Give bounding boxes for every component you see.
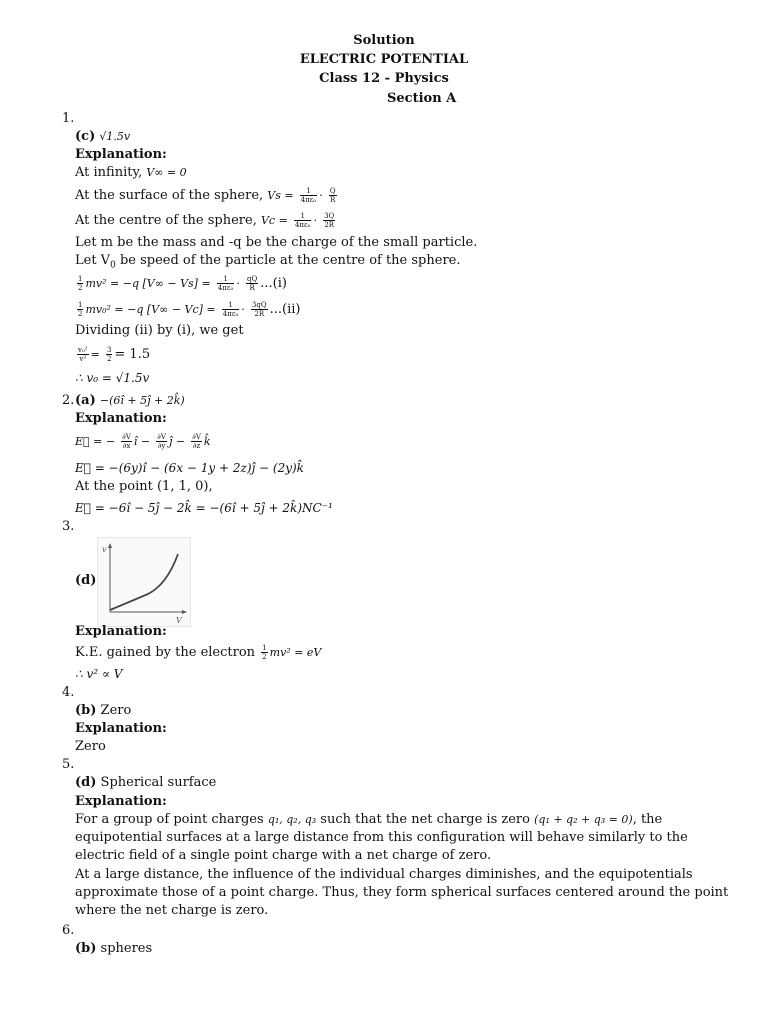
fraction: $\frac{1}{2}$ xyxy=(262,644,267,661)
v-vs-V-graph xyxy=(97,537,191,627)
dot: · xyxy=(241,303,245,316)
fraction: $\frac{1}{\text{4πε₀}}$ xyxy=(222,301,239,318)
answer-line xyxy=(75,128,130,146)
dot: · xyxy=(319,189,323,202)
text: such that the net charge is zero xyxy=(316,812,535,827)
equation-tag: ...(i) xyxy=(260,276,287,291)
question-number: 3. xyxy=(62,519,75,534)
fraction: $\frac{3}{2}$ xyxy=(106,346,112,363)
text: At the centre of the sphere, xyxy=(75,213,261,228)
question-number: 2. xyxy=(62,393,75,408)
math: q₁, q₂, q₃ xyxy=(267,813,317,826)
math: î − xyxy=(133,435,151,448)
explanation-label: Explanation: xyxy=(75,411,167,426)
math: mv² = −q [V∞ − Vs] = xyxy=(85,277,211,290)
text: At infinity, xyxy=(75,165,147,180)
equation-2 xyxy=(75,301,300,319)
answer-line xyxy=(75,940,152,958)
result: = 1.5 xyxy=(114,347,151,362)
curve xyxy=(110,554,178,610)
explanation-line xyxy=(75,644,321,662)
gradient-equation xyxy=(75,433,211,451)
x-axis-arrow xyxy=(182,610,187,614)
math: mv² = eV xyxy=(269,646,322,659)
class-subject: Class 12 - Physics xyxy=(319,71,449,86)
math: Vc = xyxy=(260,214,288,227)
explanation-label: Explanation: xyxy=(75,794,167,809)
fraction: $\frac{\partial V}{\partial y}$ xyxy=(157,433,166,450)
explanation-line xyxy=(75,212,337,230)
explanation-label: Explanation: xyxy=(75,147,167,162)
graph-svg xyxy=(98,538,190,626)
fraction: $\frac{1}{2}$ xyxy=(78,275,83,292)
explanation-paragraph: At a large distance, the influence of the individual charges diminishes, and the equipotentials approximate those of a point charge. Thus, they form spherical surfaces centered around the point where the net charge is zero. xyxy=(75,867,729,918)
x-axis-label: V xyxy=(176,616,182,625)
fraction: $\frac{1}{2}$ xyxy=(78,301,83,318)
y-axis-label: v xyxy=(102,545,107,554)
question-number: 1. xyxy=(62,111,75,126)
dot: · xyxy=(313,214,317,227)
math: V∞ = 0 xyxy=(146,166,187,179)
explanation-line xyxy=(75,252,460,275)
answer-math: −(6î + 5ĵ + 2k̂) xyxy=(99,394,185,407)
explanation-line: Zero xyxy=(75,739,106,754)
section-title: Section A xyxy=(387,91,457,106)
fraction: $\frac{3qQ}{2R}$ xyxy=(251,301,267,318)
text: K.E. gained by the electron xyxy=(75,645,260,660)
question-number: 4. xyxy=(62,685,75,700)
conclusion: ∴ v² ∝ V xyxy=(75,667,123,681)
explanation-line: Let m be the mass and -q be the charge of the small particle. xyxy=(75,235,478,250)
fraction: $\frac{Q}{R}$ xyxy=(329,187,336,204)
answer-line xyxy=(75,392,185,410)
answer-text: Spherical surface xyxy=(96,775,217,790)
answer-math: √1.5v xyxy=(99,130,131,143)
text: Let V xyxy=(75,253,111,268)
question-number: 6. xyxy=(62,923,75,938)
text: be speed of the particle at the centre of the sphere. xyxy=(115,253,461,268)
equation-1 xyxy=(75,275,287,293)
fraction: $\frac{1}{\text{4πε₀}}$ xyxy=(300,187,317,204)
equals: = xyxy=(90,348,100,361)
fraction: $\frac{1}{\text{4πε₀}}$ xyxy=(294,212,311,229)
ratio-equation xyxy=(75,346,150,364)
answer-text: Zero xyxy=(96,703,132,718)
answer-text: spheres xyxy=(96,941,153,956)
answer-label: (a) xyxy=(75,393,96,408)
answer-label: (d) xyxy=(75,775,97,790)
chapter-title: ELECTRIC POTENTIAL xyxy=(299,52,469,67)
question-number: 5. xyxy=(62,757,75,772)
equation-tag: ...(ii) xyxy=(269,302,301,317)
explanation-line xyxy=(75,187,339,205)
text: , the equipotential surfaces at a large distance from this configuration will behave similarly to the electric field of a single point charge with a net charge of zero. xyxy=(75,812,688,863)
fraction: $\frac{\partial V}{\partial z}$ xyxy=(192,433,201,450)
answer-label: (b) xyxy=(75,941,97,956)
explanation-label: Explanation: xyxy=(75,721,167,736)
fraction: $\frac{\text{v₀²}}{\text{v²}}$ xyxy=(78,346,88,363)
math: (q₁ + q₂ + q₃ = 0) xyxy=(534,813,633,826)
answer-label: (c) xyxy=(75,129,96,144)
explanation-line xyxy=(75,164,187,182)
field-result: E⃗ = −6î − 5ĵ − 2k̂ = −(6î + 5ĵ + 2k̂)NC⁻¹ xyxy=(75,501,333,515)
math: k̂ xyxy=(203,435,211,448)
fraction: $\frac{\partial V}{\partial x}$ xyxy=(122,433,131,450)
explanation-label: Explanation: xyxy=(75,624,167,639)
text: For a group of point charges xyxy=(75,812,268,827)
dot: · xyxy=(236,277,240,290)
field-equation: E⃗ = −(6y)î − (6x − 1y + 2z)ĵ − (2y)k̂ xyxy=(75,461,304,475)
fraction: $\frac{qQ}{R}$ xyxy=(246,275,258,292)
fraction: $\frac{1}{\text{4πε₀}}$ xyxy=(217,275,234,292)
answer-line xyxy=(75,774,216,792)
page-title: Solution xyxy=(353,33,415,48)
conclusion: ∴ v₀ = √1.5v xyxy=(75,371,150,385)
explanation-line: Dividing (ii) by (i), we get xyxy=(75,323,244,338)
answer-line xyxy=(75,702,131,720)
math: E⃗ = − xyxy=(75,435,116,448)
math: ĵ − xyxy=(168,435,186,448)
answer-label: (d) xyxy=(75,573,97,588)
y-axis-arrow xyxy=(108,543,112,548)
math: Vs = xyxy=(267,189,294,202)
subscript: 0 xyxy=(110,260,116,271)
explanation-paragraph xyxy=(75,811,735,865)
text: At the surface of the sphere, xyxy=(75,188,268,203)
explanation-line: At the point (1, 1, 0), xyxy=(75,479,213,494)
fraction: $\frac{3Q}{2R}$ xyxy=(324,212,335,229)
math: mv₀² = −q [V∞ − Vc] = xyxy=(85,303,216,316)
answer-label: (b) xyxy=(75,703,97,718)
